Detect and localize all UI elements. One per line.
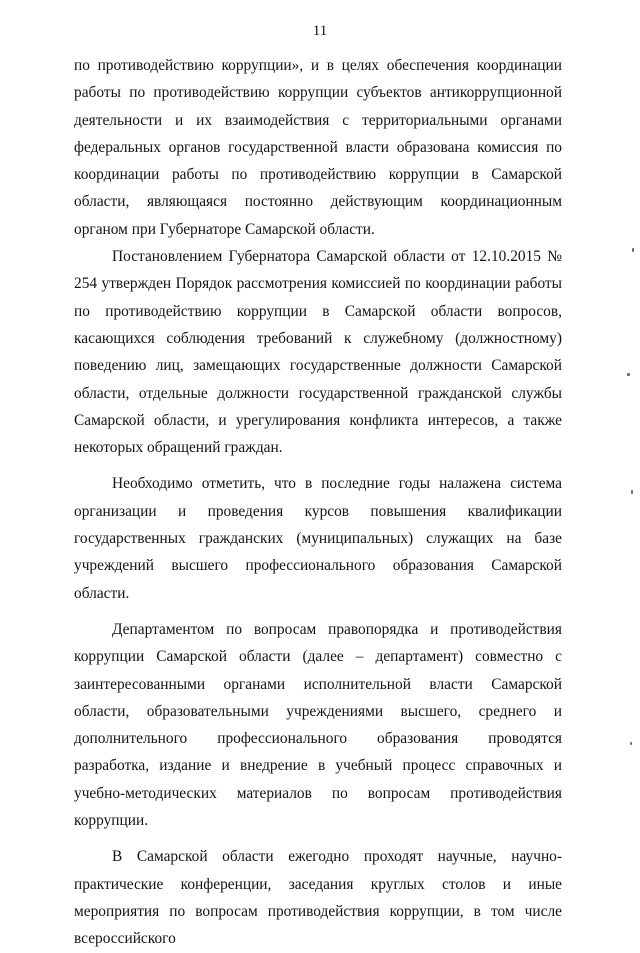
scan-mark bbox=[631, 490, 633, 494]
paragraph-training-courses: Необходимо отметить, что в последние годы налажена система организации и проведения курсов повышения квалификации государственных гражданских (муниципальных) служащих на базе учреждений высшего профессионального образования Самарской области. bbox=[74, 475, 562, 602]
document-body bbox=[74, 52, 562, 953]
paragraph-conferences: В Самарской области ежегодно проходят научные, научно-практические конференции, заседания круглых столов и иные мероприятия по вопросам противодействия коррупции, в том числе всероссийского bbox=[74, 848, 562, 948]
scan-mark bbox=[630, 742, 632, 745]
paragraph-governor-decree: Постановлением Губернатора Самарской области от 12.10.2015 № 254 утвержден Порядок рассмотрения комиссией по координации работы по противодействию коррупции в Самарской области вопросов, касающихся соблюдения требований к служебному (должностному) поведению лиц, замещающих государственные должности Самарской области, отдельные должности государственной гражданской службы Самарской области, и урегулирования конфликта интересов, а также некоторых обращений граждан. bbox=[74, 248, 562, 457]
page-number: 11 bbox=[312, 23, 328, 39]
scan-mark bbox=[632, 248, 634, 252]
scan-mark bbox=[627, 373, 630, 376]
paragraph-commission: по противодействию коррупции», и в целях обеспечения координации работы по противодействию коррупции субъектов антикоррупционной деятельности и их взаимодействия с территориальными органами федеральных органов государственной власти образована комиссия по координации работы по противодействию коррупции в Самарской области, являющаяся постоянно действующим координационным органом при Губернаторе Самарской области. bbox=[74, 57, 562, 238]
paragraph-department-materials: Департаментом по вопросам правопорядка и противодействия коррупции Самарской области (далее – департамент) совместно с заинтересованными органами исполнительной власти Самарской области, образовательными учреждениями высшего, среднего и дополнительного профессионального образования проводятся разработка, издание и внедрение в учебный процесс справочных и учебно-методических материалов по вопросам противодействия коррупции. bbox=[74, 620, 562, 830]
